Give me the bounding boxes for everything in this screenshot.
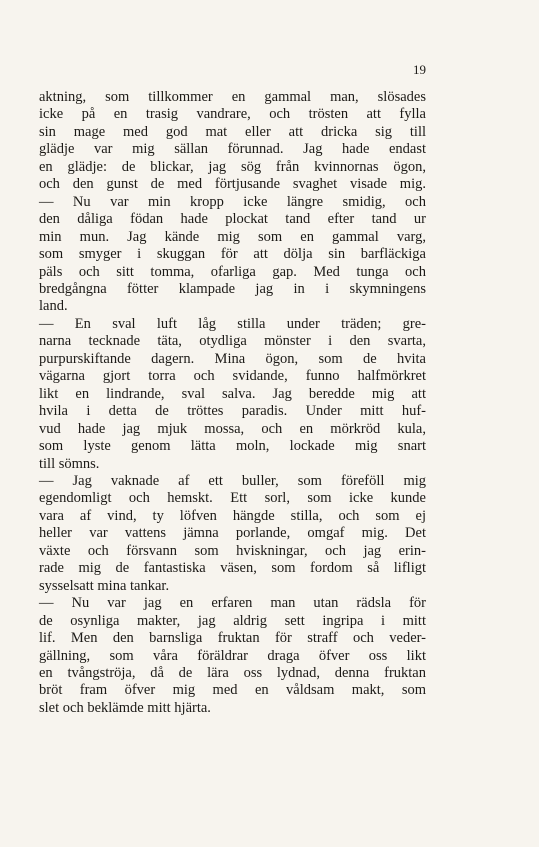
text-line: — Nu var min kropp icke längre smidig, och [39,193,426,210]
text-line: vägarna gjort torra och svidande, funno halfmörkret [39,368,426,385]
text-line: — Jag vaknade af ett buller, som föreföll mig [39,472,426,489]
text-line: gällning, som våra föräldrar draga öfver oss likt [39,647,426,664]
text-line: bröt fram öfver mig med en våldsam makt, som [39,682,426,699]
text-line: min mun. Jag kände mig som en gammal varg, [39,228,426,245]
text-line: päls och sitt tomma, ofarliga gap. Med tunga och [39,263,426,280]
text-line: vud hade jag mjuk mossa, och en mörkröd kula, [39,420,426,437]
text-line: de osynliga makter, jag aldrig sett ingripa i mitt [39,612,426,629]
text-line: den dåliga födan hade plockat tand efter tand ur [39,211,426,228]
text-line: — En sval luft låg stilla under träden; gre- [39,315,426,332]
body-text [39,89,426,717]
text-line: sysselsatt mina tankar. [39,577,170,594]
text-line: aktning, som tillkommer en gammal man, slösades [39,89,426,105]
text-line: heller var vattens jämna porlande, omgaf mig. Det [39,525,426,542]
text-line: likt en lindrande, sval salva. Jag beredde mig att [39,385,426,402]
text-line: hvila i detta de tröttes paradis. Under mitt huf- [39,403,426,420]
text-line: en tvångströja, då de lära oss lydnad, denna fruktan [39,664,426,681]
text-line: egendomligt och hemskt. Ett sorl, som icke kunde [39,490,426,507]
text-line: slet och beklämde mitt hjärta. [39,699,211,716]
text-line: växte och försvann som hviskningar, och jag erin- [39,542,426,559]
text-line: glädje var mig sällan förunnad. Jag hade endast [39,141,426,158]
text-line: narna tecknade täta, otydliga mönster i den svarta, [39,333,426,350]
text-line: och den gunst de med förtjusande svaghet visade mig. [39,176,426,193]
text-line: sin mage med god mat eller att dricka sig till [39,123,426,140]
text-line: lif. Men den barnsliga fruktan för straff och veder- [39,630,426,647]
text-line: icke på en trasig vandrare, och trösten att fylla [39,106,426,123]
text-line: som lyste genom lätta moln, lockade mig snart [39,438,426,455]
text-line: bredgångna fötter klampade jag in i skymningens [39,280,426,297]
text-line: rade mig de fantastiska väsen, som fordom så lifligt [39,560,426,577]
text-line: en glädje: de blickar, jag sög från kvinnornas ögon, [39,158,426,175]
page-number: 19 [413,62,426,77]
text-line: purpurskiftande dagern. Mina ögon, som de hvita [39,350,426,367]
text-line: — Nu var jag en erfaren man utan rädsla för [39,595,426,612]
text-line: vara af vind, ty löfven hängde stilla, och som ej [39,507,426,524]
text-line: som smyger i skuggan för att dölja sin barfläckiga [39,246,426,263]
text-line: till sömns. [39,455,100,472]
text-line: land. [39,298,68,315]
